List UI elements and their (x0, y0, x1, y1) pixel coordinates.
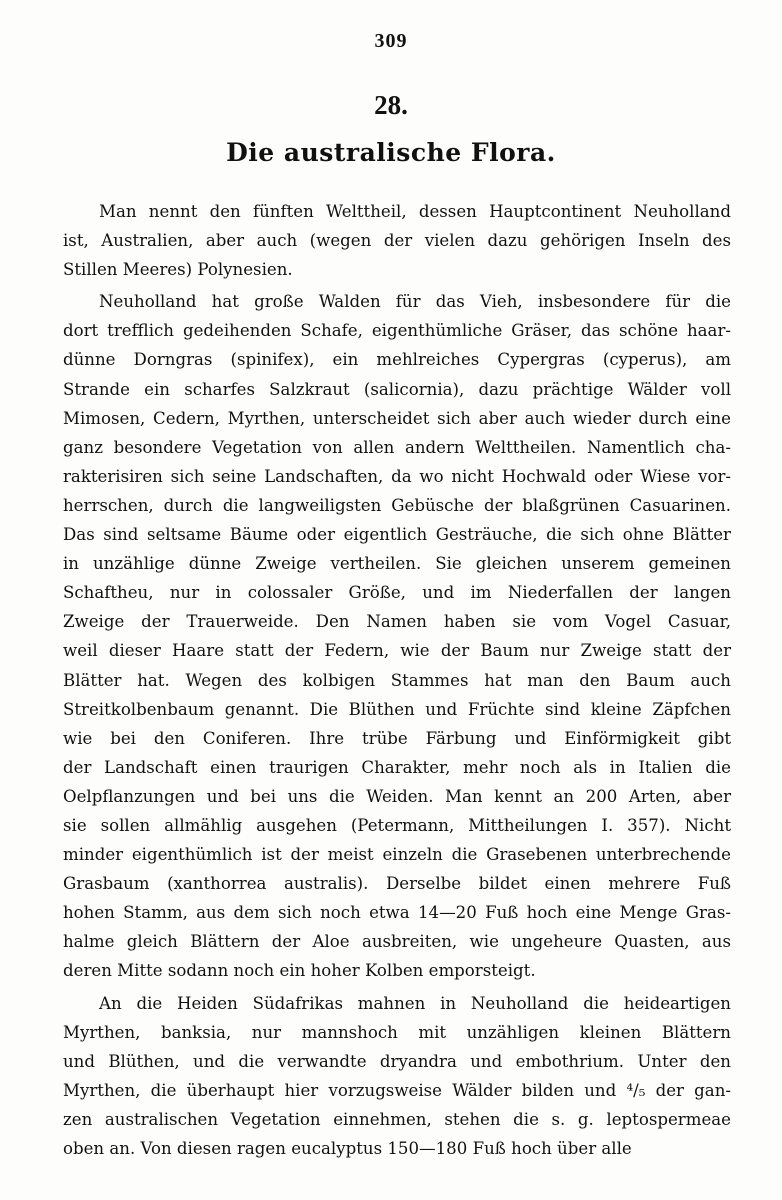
body-text (27, 197, 731, 1163)
text-line: Stillen Meeres) Polynesien. (63, 260, 293, 280)
text-line: ganz besondere Vegetation von allen andern Welttheilen. Namentlich cha- (63, 437, 731, 457)
text-line: Das sind seltsame Bäume oder eigentlich Gesträuche, die sich ohne Blätter (63, 525, 731, 545)
text-line: Schaftheu, nur in colossaler Größe, und im Niederfallen der langen (63, 583, 731, 603)
text-line: dünne Dorngras (spinifex), ein mehlreiches Cypergras (cyperus), am (63, 350, 731, 370)
text-line: ist, Australien, aber auch (wegen der vielen dazu gehörigen Inseln des (63, 231, 731, 251)
text-line: Streitkolbenbaum genannt. Die Blüthen und Früchte sind kleine Zäpfchen (63, 699, 731, 719)
text-line: minder eigenthümlich ist der meist einzeln die Grasebenen unterbrechende (63, 845, 731, 865)
text-line: dort trefflich gedeihenden Schafe, eigenthümliche Gräser, das schöne haar- (63, 321, 731, 341)
text-line: und Blüthen, und die verwandte dryandra und embothrium. Unter den (63, 1051, 731, 1071)
text-line: deren Mitte sodann noch ein hoher Kolben emporsteigt. (63, 961, 536, 981)
text-line: An die Heiden Südafrikas mahnen in Neuholland die heideartigen (99, 993, 731, 1013)
text-line: Neuholland hat große Walden für das Vieh, insbesondere für die (99, 292, 731, 312)
text-line: Oelpflanzungen und bei uns die Weiden. Man kennt an 200 Arten, aber (63, 786, 731, 806)
text-line: der Landschaft einen traurigen Charakter, mehr noch als in Italien die (63, 757, 731, 777)
text-line: halme gleich Blättern der Aloe ausbreiten, wie ungeheure Quasten, aus (63, 932, 731, 952)
page-number: 309 (374, 30, 408, 52)
text-line: Strande ein scharfes Salzkraut (salicornia), dazu prächtige Wälder voll (63, 379, 731, 399)
chapter-title: Die australische Flora. (226, 138, 556, 167)
text-line: in unzählige dünne Zweige vertheilen. Sie gleichen unserem gemeinen (63, 554, 731, 574)
text-line: rakterisiren sich seine Landschaften, da wo nicht Hochwald oder Wiese vor- (63, 466, 731, 486)
chapter-number: 28. (374, 90, 408, 120)
text-line: herrschen, durch die langweiligsten Gebüsche der blaßgrünen Casuarinen. (63, 495, 731, 515)
text-line: zen australischen Vegetation einnehmen, stehen die s. g. leptospermeae (63, 1109, 731, 1129)
text-line: weil dieser Haare statt der Federn, wie der Baum nur Zweige statt der (63, 641, 731, 661)
text-line: Man nennt den fünften Welttheil, dessen Hauptcontinent Neuholland (99, 202, 731, 221)
paragraph (27, 989, 731, 1164)
text-line: Mimosen, Cedern, Myrthen, unterscheidet sich aber auch wieder durch eine (63, 408, 731, 428)
text-line: wie bei den Coniferen. Ihre trübe Färbung und Einförmigkeit gibt (63, 728, 731, 748)
text-line: Myrthen, banksia, nur mannshoch mit unzähligen kleinen Blättern (63, 1022, 731, 1042)
paragraph (27, 197, 731, 284)
paragraph (27, 287, 731, 985)
text-line: Zweige der Trauerweide. Den Namen haben sie vom Vogel Casuar, (63, 612, 731, 632)
text-line: sie sollen allmählig ausgehen (Petermann, Mittheilungen I. 357). Nicht (63, 815, 731, 835)
text-line: Grasbaum (xanthorrea australis). Derselbe bildet einen mehrere Fuß (63, 874, 731, 894)
text-line: oben an. Von diesen ragen eucalyptus 150—180 Fuß hoch über alle (63, 1139, 632, 1158)
text-line: hohen Stamm, aus dem sich noch etwa 14—20 Fuß hoch eine Menge Gras- (63, 903, 731, 923)
text-line: Blätter hat. Wegen des kolbigen Stammes hat man den Baum auch (63, 670, 731, 690)
text-line: Myrthen, die überhaupt hier vorzugsweise Wälder bilden und ⁴/₅ der gan- (63, 1080, 731, 1100)
